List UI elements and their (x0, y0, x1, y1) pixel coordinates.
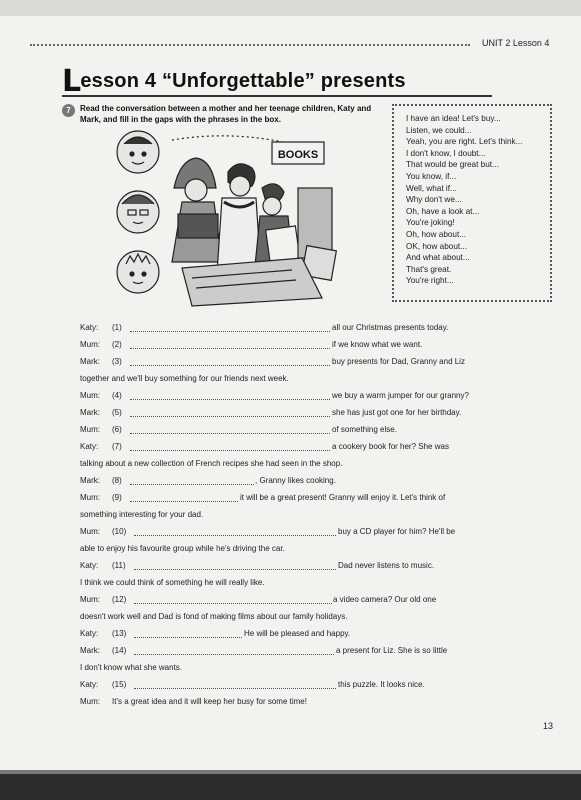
gap-number: (15) (112, 680, 127, 689)
dialogue-continuation: I think we could think of something he will really like. (80, 578, 265, 587)
dialogue-line (80, 336, 520, 353)
dialogue-continuation: doesn't work well and Dad is fond of making films about our family holidays. (80, 612, 348, 621)
dialogue-line (80, 438, 520, 455)
gap-number: (1) (112, 323, 122, 332)
phrase-item: Oh, how about... (406, 229, 467, 239)
exercise-number-badge: 7 (62, 104, 75, 117)
phrase-item: That would be great but... (406, 160, 499, 170)
line-text: if we know what we want. (332, 340, 423, 349)
scan-top-edge (0, 0, 581, 16)
phrase-item: That's great. (406, 264, 452, 274)
answer-gap[interactable] (130, 331, 330, 332)
gap-number: (7) (112, 442, 122, 451)
dialogue-line (80, 625, 520, 642)
dialogue-continuation: I don't know what she wants. (80, 663, 183, 672)
speaker: Mum: (80, 340, 100, 349)
answer-gap[interactable] (134, 637, 242, 638)
dialogue-line (80, 523, 520, 540)
dialogue-continuation: able to enjoy his favourite group while he's driving the car. (80, 544, 285, 553)
answer-gap[interactable] (134, 535, 336, 536)
line-text: It's a great idea and it will keep her busy for some time! (112, 697, 307, 706)
answer-gap[interactable] (130, 433, 330, 434)
speaker: Katy: (80, 680, 99, 689)
dialogue-line (80, 676, 520, 693)
line-text: , Granny likes cooking. (255, 476, 336, 485)
speaker: Mark: (80, 646, 100, 655)
gap-number: (14) (112, 646, 127, 655)
line-text: a cookery book for her? She was (332, 442, 449, 451)
line-text: this puzzle. It looks nice. (338, 680, 425, 689)
dialogue-line (80, 319, 520, 336)
gap-number: (8) (112, 476, 122, 485)
answer-gap[interactable] (134, 688, 336, 689)
gap-number: (13) (112, 629, 127, 638)
speaker: Mark: (80, 357, 100, 366)
lesson-title-text: esson 4 “Unforgettable” presents (80, 70, 406, 92)
unit-label: UNIT 2 Lesson 4 (482, 38, 550, 48)
phrase-box (392, 104, 552, 302)
speaker: Mum: (80, 527, 100, 536)
phrase-item: You're joking! (406, 218, 455, 228)
phrase-item: And what about... (406, 253, 470, 263)
gap-number: (12) (112, 595, 127, 604)
phrase-item: You're right... (406, 276, 454, 286)
speaker: Katy: (80, 629, 99, 638)
phrase-item: Well, what if... (406, 183, 457, 193)
dialogue-continuation: something interesting for your dad. (80, 510, 204, 519)
dialogue-continuation: together and we'll buy something for our friends next week. (80, 374, 289, 383)
line-text: she has just got one for her birthday. (332, 408, 462, 417)
line-text: it will be a great present! Granny will enjoy it. Let's think of (240, 493, 446, 502)
speaker: Mum: (80, 493, 100, 502)
answer-gap[interactable] (134, 569, 336, 570)
exercise-instruction: Read the conversation between a mother and her teenage children, Katy and Mark, and fill in the gaps with the phrases in the box. (80, 104, 372, 124)
dialogue-line (80, 387, 520, 404)
dialogue (80, 319, 520, 710)
dialogue-line (80, 557, 520, 574)
phrase-item: Yeah, you are right. Let's think... (406, 137, 523, 147)
speaker: Mark: (80, 408, 100, 417)
speaker: Mum: (80, 697, 100, 706)
speaker: Mum: (80, 595, 100, 604)
gap-number: (10) (112, 527, 127, 536)
answer-gap[interactable] (130, 416, 330, 417)
phrase-item: OK, how about... (406, 241, 467, 251)
dialogue-line (80, 489, 520, 506)
dialogue-line (80, 421, 520, 438)
speaker: Katy: (80, 561, 99, 570)
line-text: buy presents for Dad, Granny and Liz (332, 357, 465, 366)
gap-number: (11) (112, 561, 126, 570)
line-text: all our Christmas presents today. (332, 323, 449, 332)
answer-gap[interactable] (130, 450, 330, 451)
dialogue-line (80, 642, 520, 659)
header-dotted-rule (30, 44, 470, 46)
dialogue-line (80, 591, 520, 608)
speaker: Katy: (80, 442, 99, 451)
phrase-item: Listen, we could... (406, 125, 472, 135)
speaker: Mum: (80, 425, 100, 434)
answer-gap[interactable] (134, 654, 334, 655)
dialogue-continuation: talking about a new collection of French recipes she had seen in the shop. (80, 459, 343, 468)
answer-gap[interactable] (130, 501, 238, 502)
answer-gap[interactable] (130, 399, 330, 400)
line-text: a present for Liz. She is so little (336, 646, 448, 655)
answer-gap[interactable] (130, 484, 254, 485)
dialogue-line (80, 353, 520, 370)
page-number: 13 (543, 721, 554, 731)
dialogue-line (80, 693, 520, 710)
shopping-family-illustration (112, 128, 340, 308)
line-text: buy a CD player for him? He'll be (338, 527, 456, 536)
books-sign-text: BOOKS (277, 149, 319, 161)
gap-number: (6) (112, 425, 122, 434)
scan-bottom-edge (0, 770, 581, 800)
phrase-item: You know, if... (406, 171, 457, 181)
answer-gap[interactable] (130, 365, 330, 366)
title-rule (62, 95, 492, 97)
gap-number: (5) (112, 408, 122, 417)
phrase-item: Why don't we... (406, 195, 462, 205)
lesson-title (62, 64, 406, 99)
phrase-item: I have an idea! Let's buy... (406, 114, 501, 123)
line-text: Dad never listens to music. (338, 561, 435, 570)
line-text: we buy a warm jumper for our granny? (332, 391, 469, 400)
gap-number: (3) (112, 357, 122, 366)
line-text: of something else. (332, 425, 397, 434)
speaker: Mark: (80, 476, 100, 485)
line-text: a video camera? Our old one (333, 595, 437, 604)
gap-number: (9) (112, 493, 122, 502)
dialogue-line (80, 404, 520, 421)
line-text: He will be pleased and happy. (244, 629, 351, 638)
answer-gap[interactable] (130, 348, 330, 349)
dialogue-line (80, 472, 520, 489)
speaker: Katy: (80, 323, 99, 332)
lesson-title-initial: L (62, 64, 82, 99)
gap-number: (4) (112, 391, 122, 400)
answer-gap[interactable] (134, 603, 332, 604)
phrase-item: I don't know, I doubt... (406, 148, 486, 158)
phrase-item: Oh, have a look at... (406, 206, 480, 216)
speaker: Mum: (80, 391, 100, 400)
gap-number: (2) (112, 340, 122, 349)
